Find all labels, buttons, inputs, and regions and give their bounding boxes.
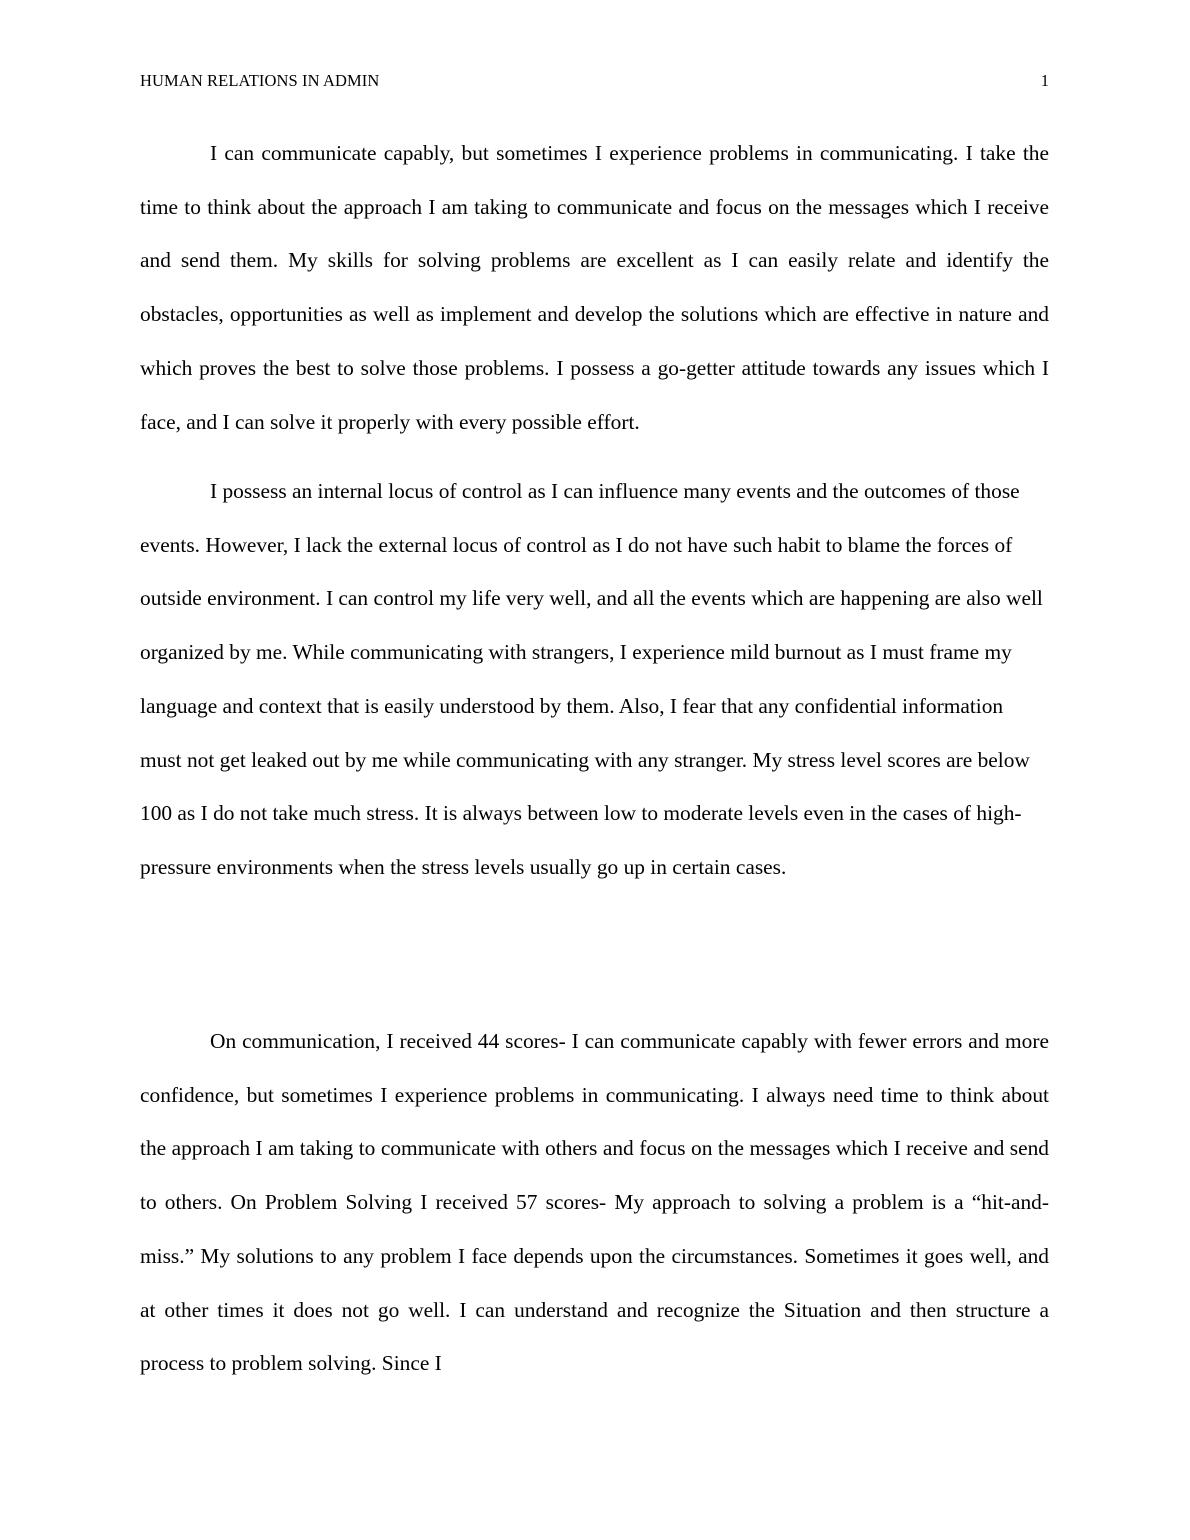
page-header xyxy=(140,69,1050,93)
paragraph-1: I can communicate capably, but sometimes I experience problems in communicating. I take the time to think about the approach I am taking to communicate and focus on the messages which I receive and send them. My skills for solving problems are excellent as I can easily relate and identify the obstacles, opportunities as well as implement and develop the solutions which are effective in nature and which proves the best to solve those problems. I possess a go-getter attitude towards any issues which I face, and I can solve it properly with every possible effort. xyxy=(140,141,1049,434)
page-number: 1 xyxy=(1040,71,1049,90)
paragraph-3: On communication, I received 44 scores- I can communicate capably with fewer errors and more confidence, but sometimes I experience problems in communicating. I always need time to think about the approach I am taking to communicate with others and focus on the messages which I receive and send to others. On Problem Solving I received 57 scores- My approach to solving a problem is a “hit-and-miss.” My solutions to any problem I face depends upon the circumstances. Sometimes it goes well, and at other times it does not go well. I can understand and recognize the Situation and then structure a process to problem solving. Since I xyxy=(140,1029,1049,1376)
running-head: HUMAN RELATIONS IN ADMIN xyxy=(140,71,380,90)
paragraph-2: I possess an internal locus of control as I can influence many events and the outcomes of those events. However, I lack the external locus of control as I do not have such habit to blame the forces of outside environment. I can control my life very well, and all the events which are happening are also well organized by me. While communicating with strangers, I experience mild burnout as I must frame my language and context that is easily understood by them. Also, I fear that any confidential information must not get leaked out by me while communicating with any stranger. My stress level scores are below 100 as I do not take much stress. It is always between low to moderate levels even in the cases of high-pressure environments when the stress levels usually go up in certain cases. xyxy=(140,479,1043,879)
